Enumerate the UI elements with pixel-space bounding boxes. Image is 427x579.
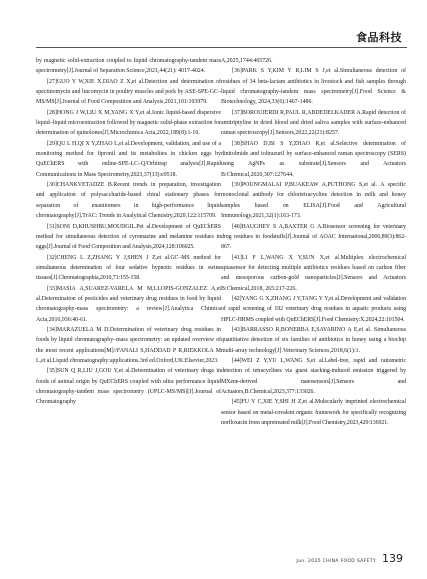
reference-32: [32]CHENG L Z,ZHANG Y J,SHEN J Z,et al.GC–MS method for simultaneous determination of four sedative hypnotic residues in swine tissues[J].Chromatographia,2010,71:155-158.	[36, 254, 221, 282]
reference-29: [29]QU L H,QI X Y,ZHAO L,et al.Development, validation, and use of a monitoring method for fipronil and its metabolites in chicken eggs by QuEChERS with online-SPE-LC–Q/Orbitrap analysis[J].Rapid Communications in Mass Spectrometry,2023,37(13):e9518.	[36, 140, 221, 178]
header-divider	[36, 47, 407, 48]
reference-41: [41]LI F L,WANG X Y,SUN X,et al.Multiplex electrochemical aptasensor for detecting multiple antibiotics residues based on carbon fiber and mesoporous carbon-gold nanoparticles[J].Sensors and Actuators B:Chemical,2018, 265:217-226.	[221, 254, 406, 292]
reference-45: [45]FU Y C,XIE Y,SHI H Z,et al.Molecularly imprinted electrochemical sensor based on metal-covalent organic framework for specifically recognizing norfloxacin from unpretreated milk[J].Food Chemistry,2023,429:136921.	[221, 399, 406, 427]
reference-28: [28]HONG J W,LIU X M,YANG X Y,et al.Ionic liquid-based dispersive liquid–liquid microextraction followed by magnetic solid-phase extraction for determination of quinolones[J].Microchimica Acta,2022,189(8):1-10.	[36, 109, 221, 137]
reference-35: [35]SUN Q R,LIU J,GOU Y,et al.Determination of veterinary drugs in foods of animal origin by QuEChERS coupled with ultra performance liquid chromatography-tandem mass spectrometry (UPLC-MS/MS)[J].Journal of Chromatography	[36, 368, 221, 406]
reference-40: [40]HAUGHEY S A,BAXTER G A.Biosensor screening for veterinary drug residues in foodstuffs[J].Journal of AOAC International,2006,89(3):862-867.	[221, 223, 406, 251]
reference-column-left	[36, 56, 221, 408]
reference-33: [33]MASIA A,SUAREZ-VARELA M M,LLOPIS-GONZALEZ A,et al.Determination of pesticides and veterinary drug residues in food by liquid chromatography-mass spectrometry: a review[J].Analytica Chimica Acta,2016,936:40-61.	[36, 285, 221, 323]
reference-34: [34]MARAZUELA M D.Determination of veterinary drug residues in foods by liquid chromatography–mass spectrometry: an updated overview of the most recent applications[M]//FANALI S,HADDAD P R,RIEKKOLA M L,et al.Liquid chromatography:applications.3rd ed.Oxford,UK:Elsevier,2023.	[36, 326, 221, 364]
reference-column-right	[221, 56, 406, 428]
reference-37: [37]BOROUJERDI R,PAUL R,ABDEDELKADER A.Rapid detection of amitriptyline in dried blood and dried saliva samples with surface-enhanced raman spectroscopy[J].Sensors,2022,22(21):8257.	[221, 109, 406, 137]
reference-43: [43]BARRASSO R,BONERBA E,SAVARINO A E,et al. Simultaneous quantitative detection of six families of antibiotics in honey using a biochip multi-array technology[J].Veterinary Sciences,2018,6(1):1.	[221, 326, 406, 354]
reference-44: [44]WEI Z Y,YU L,WANG S,et al.Label-free, rapid and ratiometric detection of tetracyclines via guest stacking-induced emission triggered by MXene-derived nanosensors[J].Sensors and Actuators,B.Chemical,2023,377:133026.	[221, 357, 406, 395]
reference-30: [30]CHANKVETADZE B.Recent trends in preparation, investigation and application of polysaccharide-based chiral stationary phases for separation of enantiomers in high-performance liquid chromatography[J].TrAC: Trends in Analytical Chemistry,2020,122:115709.	[36, 182, 221, 220]
reference-42: [42]YANG G X,ZHANG J Y,TANG Y Y,et al.Development and validation of rapid screening of 192 veterinary drug residues in aquatic products using HPLC-HRMS coupled with QuEChERS[J].Food Chemistry:X,2024,22:101504.	[221, 295, 406, 323]
reference-38: [38]SHAO D,BI S Y,ZHAO R,et al.Selective determination of dinitolmide and toltrazuril by surface-enhanced raman spectroscopy (SERS) using AgNPs as substrate[J].Sensors and Actuators B:Chemical,2020,307:127644.	[221, 140, 406, 178]
reference-39: [39]POUNGMALAI P,BUAKEAW A,PUTHONG S,et al. A specific monoclonal antibody for chlortetracycline detection in milk and honey samples based on ELISA[J].Food and Agricultural Immunology,2021,32(1):163-173.	[221, 182, 406, 220]
section-title: 食品科技	[356, 31, 402, 44]
reference-31: [31]SONI D,KHUSHBU,MOUDGIL.Pet al.Development of QuEChERS method for simultaneous detection of cyromazine and melamine residues in eggs[J].Journal of Food Composition and Analysis,2024,128:106025.	[36, 223, 221, 251]
reference-36: [36]PARK S Y,KIM Y R,LIM S J,et al.Simultaneous detection of residues of 34 beta-lactam antibiotics in livestock and fish samples through liquid chromatography-tandem mass spectrometry[J].Food Science & Biotechnology, 2024,33(6):1467-1486.	[221, 68, 406, 106]
page-number: 139	[382, 552, 403, 565]
page-footer	[296, 552, 403, 565]
reference-continuation-right: A,2025,1744:465726.	[221, 58, 273, 64]
journal-meta: Jun. 2025 CHINA FOOD SAFETY	[296, 559, 376, 564]
reference-continuation: by magnetic solid-extraction coupled to liquid chromatography-tandem mass spectrometry[J].Journal of Separation Science,2021,44(21): 4017-4024.	[36, 58, 221, 75]
reference-27: [27]GUO Y W,XIE X,DIAO Z X,et al.Detection and determination of spectinomycin and lincomycin in poultry muscles and pork by ASE-SPE-GC–MS/MS[J].Journal of Food Composition and Analysis,2021,101:103979.	[36, 78, 221, 106]
